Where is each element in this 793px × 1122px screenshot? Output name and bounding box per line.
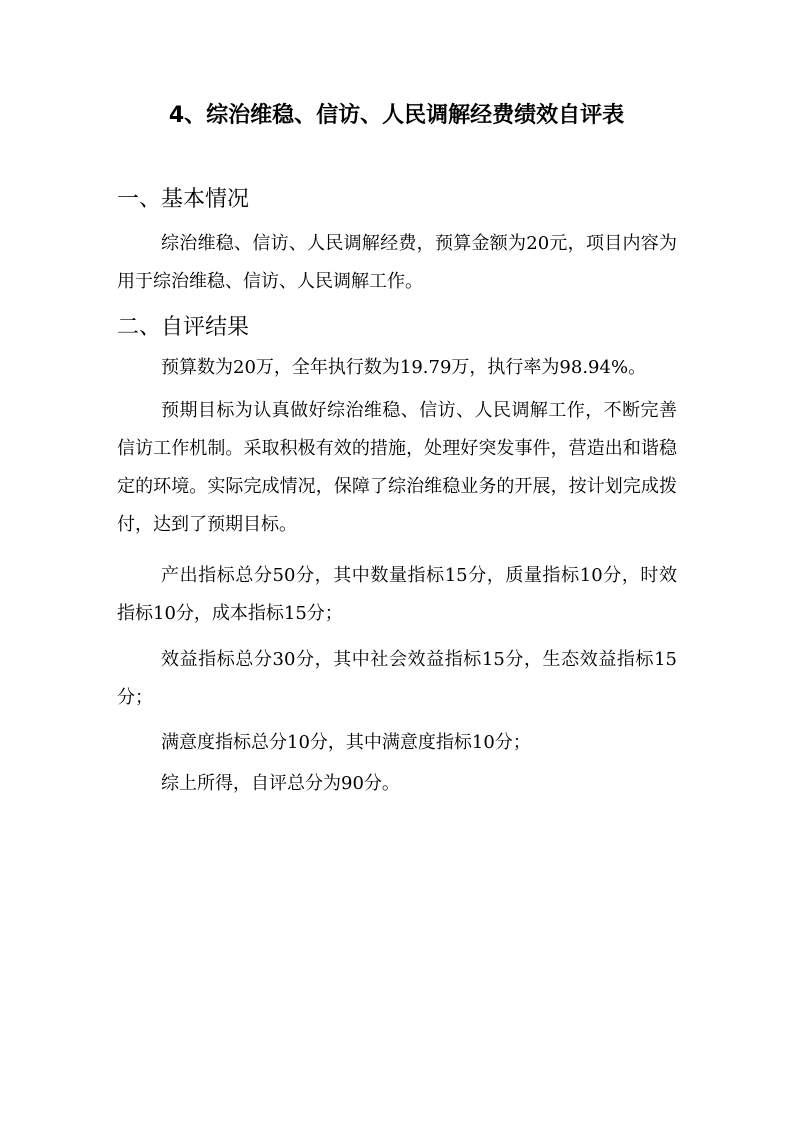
document-title: 4、综治维稳、信访、人民调解经费绩效自评表 [168, 103, 625, 128]
section-heading-basic-info: 一、基本情况 [117, 187, 250, 212]
basic-info-paragraph: 综治维稳、信访、人民调解经费，预算金额为20元，项目内容为用于综治维稳、信访、人民调解工作。 [117, 233, 677, 292]
budget-execution-paragraph: 预算数为20万，全年执行数为19.79万，执行率为98.94%。 [161, 357, 647, 378]
total-score-paragraph: 综上所得，自评总分为90分。 [161, 773, 400, 794]
section-heading-self-evaluation: 二、自评结果 [117, 315, 250, 340]
satisfaction-indicators-paragraph: 满意度指标总分10分，其中满意度指标10分； [161, 732, 531, 753]
output-indicators-paragraph: 产出指标总分50分，其中数量指标15分，质量指标10分，时效指标10分，成本指标15分； [117, 565, 677, 624]
benefit-indicators-paragraph: 效益指标总分30分，其中社会效益指标15分，生态效益指标15分； [117, 649, 677, 708]
target-completion-paragraph: 预期目标为认真做好综治维稳、信访、人民调解工作，不断完善信访工作机制。采取积极有效的措施，处理好突发事件，营造出和谐稳定的环境。实际完成情况，保障了综治维稳业务的开展，按计划完成拨付，达到了预期目标。 [117, 400, 677, 535]
